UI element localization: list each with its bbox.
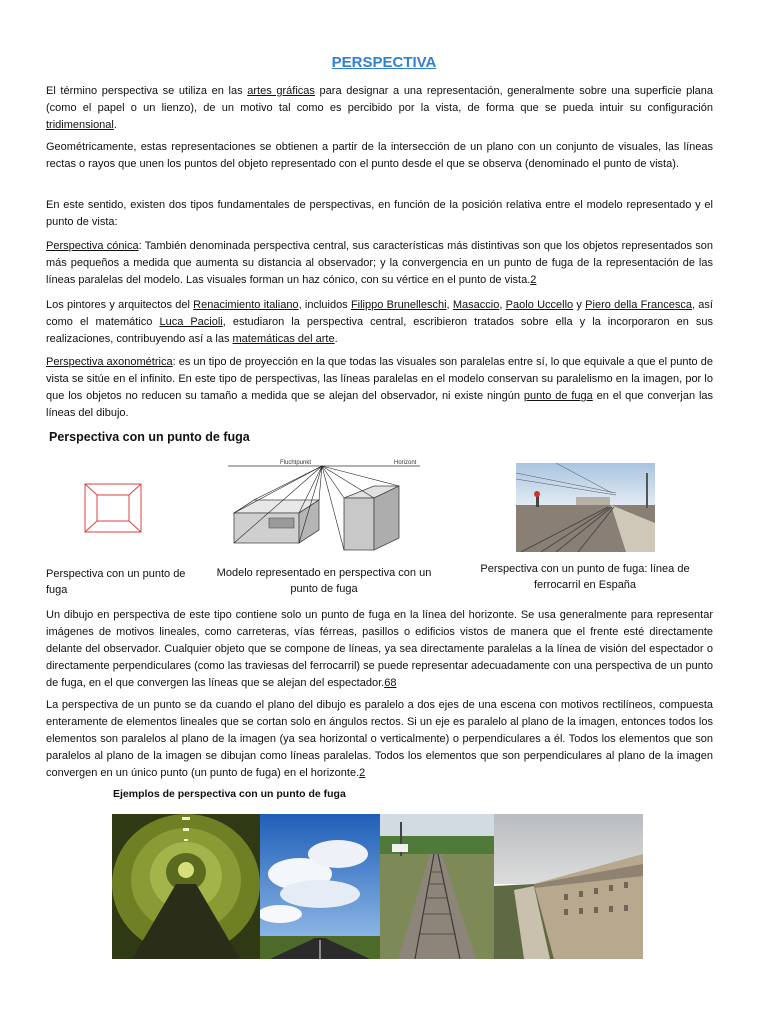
reference-link[interactable]: 2: [359, 767, 366, 779]
street-photo: [494, 814, 643, 959]
link-masaccio[interactable]: Masaccio: [452, 299, 500, 311]
renaissance-paragraph: Los pintores y arquitectos del Renacimiento italiano, incluidos Filippo Brunelleschi, Masaccio, Paolo Uccello y Piero della Francesca, así como el matemático Luca Pacioli, estudiaron la perspectiva central, escribieron tratados sobre ella y la incorporaron en sus realizaciones, contribuyendo así a las matemáticas del arte.: [46, 299, 713, 345]
geometry-paragraph: Geométricamente, estas representaciones se obtienen a partir de la intersección de un plano con un conjunto de visuales, las líneas rectas o rayos que unen los puntos del objeto representado con el punto desde el que se observa (denominado el punto de vista).: [46, 141, 713, 170]
caption-square: Perspectiva con un punto de fuga: [46, 568, 186, 596]
square-perspective-figure: [84, 483, 142, 533]
reference-link[interactable]: 2: [530, 274, 537, 286]
caption-railway: Perspectiva con un punto de fuga: línea de ferrocarril en España: [480, 563, 690, 591]
link-piero[interactable]: Piero della Francesca: [585, 299, 692, 311]
link-perspectiva-conica[interactable]: Perspectiva cónica: [46, 240, 139, 252]
railway-photo: [516, 463, 655, 552]
reference-link[interactable]: 68: [384, 677, 397, 689]
tracks-photo: [380, 814, 494, 959]
types-paragraph: En este sentido, existen dos tipos fundamentales de perspectivas, en función de la posición relativa entre el modelo representado y el punto de vista:: [46, 199, 713, 228]
page-title: PERSPECTIVA: [331, 54, 437, 71]
tunnel-photo: [112, 814, 260, 959]
link-matematicas-arte[interactable]: matemáticas del arte: [232, 333, 335, 345]
road-photo: [260, 814, 380, 959]
one-point-paragraph: Un dibujo en perspectiva de este tipo contiene solo un punto de fuga en la línea del horizonte. Se usa generalmente para representar imágenes de motivos lineales, como carreteras, vías férreas, pasillos o edificios vistos de manera que el frente esté directamente delante del observador. Cualquier objeto que se compone de líneas, ya sea directamente paralelas a la línea de visión del espectador o directamente perpendiculares (como las traviesas del ferrocarril) se puede representar adecuadamente con una perspectiva de un punto de fuga, en el que convergen las líneas que se alejan del espectador.68: [46, 609, 713, 689]
examples-title: Ejemplos de perspectiva con un punto de fuga: [113, 788, 346, 800]
horizon-label: Horizont: [394, 460, 417, 466]
one-point-definition-paragraph: La perspectiva de un punto se da cuando el plano del dibujo es paralelo a dos ejes de una escena con motivos rectilíneos, compuesta enteramente de elementos lineales que se cortan solo en ángulos rectos. Si un eje es paralelo al plano de la imagen, entonces todos los elementos son paralelos al plano de la imagen (ya sea horizontal o verticalmente) o perpendiculares a él. Todos los elementos que son paralelos al plano de la imagen se dibujan como líneas paralelas. Todos los elementos que son perpendiculares al plano de la imagen convergen en un único punto (un punto de fuga) en el horizonte.2: [46, 699, 713, 779]
caption-model: Modelo representado en perspectiva con un punto de fuga: [216, 567, 432, 595]
intro-paragraph: El término perspectiva se utiliza en las artes gráficas para designar a una representación, generalmente sobre una superficie plana (como el papel o un lienzo), de un motivo tal como es percibido por la vista, de forma que se pueda intuir su configuración tridimensional.: [46, 85, 713, 131]
link-axonometrica[interactable]: Perspectiva axonométrica: [46, 356, 173, 368]
link-pacioli[interactable]: Luca Pacioli: [159, 316, 223, 328]
conic-paragraph: Perspectiva cónica: También denominada perspectiva central, sus características más distintivas son que los objetos representados son más pequeños a medida que aumenta su distancia al observador; y la convergencia en un punto de fuga de la representación de las líneas paralelas del modelo. Las visuales forman un haz cónico, con su vértice en el punto de vista.2: [46, 240, 713, 286]
link-tridimensional[interactable]: tridimensional: [46, 119, 114, 131]
axonometric-paragraph: Perspectiva axonométrica: es un tipo de proyección en la que todas las visuales son paralelas entre sí, lo que equivale a que el punto de vista se sitúe en el infinito. En este tipo de perspectivas, las líneas paralelas en el modelo conservan su paralelismo en la imagen, por lo que los objetos no reducen su tamaño a medida que se alejan del observador, ni existe ningún punto de fuga en el que converjan las líneas del dibujo.: [46, 356, 714, 419]
link-punto-de-fuga[interactable]: punto de fuga: [523, 390, 593, 402]
section-title: Perspectiva con un punto de fuga: [49, 430, 250, 444]
link-brunelleschi[interactable]: Filippo Brunelleschi: [350, 299, 447, 311]
link-renacimiento[interactable]: Renacimiento italiano: [193, 299, 299, 311]
link-artes-graficas[interactable]: artes gráficas: [247, 85, 315, 97]
link-uccello[interactable]: Paolo Uccello: [505, 299, 574, 311]
vanishing-point-label: Fluchtpunkt: [280, 460, 312, 466]
model-perspective-figure: [224, 458, 424, 553]
